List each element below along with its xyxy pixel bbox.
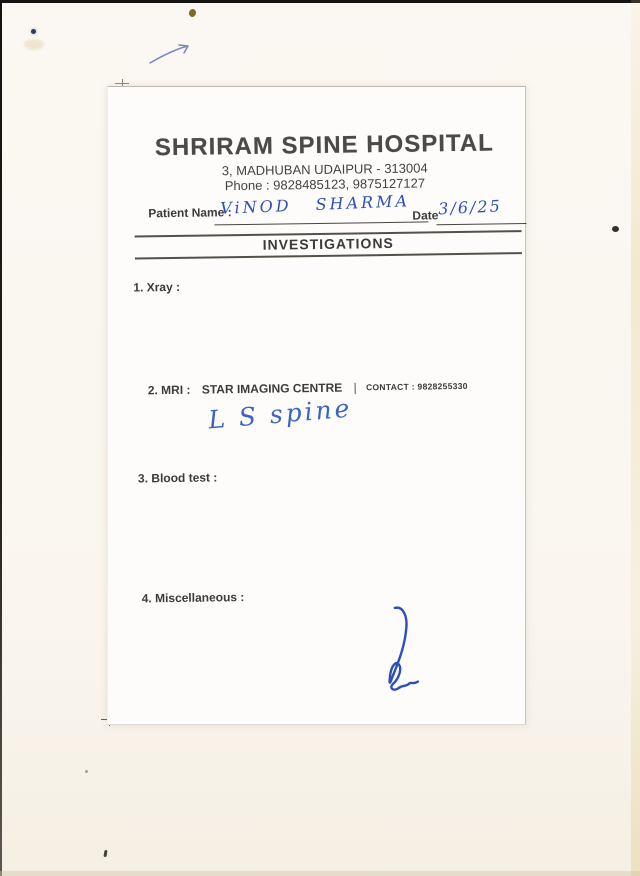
- scan-edge-left: [0, 0, 2, 876]
- hospital-phone: Phone : 9828485123, 9875127127: [224, 175, 426, 194]
- patient-name-label: Patient Name :: [148, 205, 232, 221]
- date-label: Date: [412, 208, 439, 223]
- signature: [361, 604, 426, 701]
- ink-speck-small: [85, 770, 88, 773]
- ink-speck-right: [612, 226, 619, 232]
- ink-speck-top-center: [188, 8, 197, 18]
- item-xray-label: 1. Xray :: [133, 279, 181, 295]
- date-underline: [436, 223, 526, 225]
- scan-edge-bottom-tint: [0, 871, 640, 876]
- form-content: [104, 84, 530, 727]
- item-blood-test-label: 3. Blood test :: [137, 470, 218, 486]
- paper-smudge: [24, 39, 44, 50]
- mri-contact-number: CONTACT : 9828255330: [365, 380, 468, 393]
- mri-facility-name: STAR IMAGING CENTRE: [201, 380, 343, 397]
- section-title: INVESTIGATIONS: [262, 234, 394, 253]
- ink-speck-bottom: [103, 850, 107, 857]
- pen-arrow-mark: [148, 42, 194, 66]
- ink-speck-top-left: [31, 29, 36, 34]
- scan-edge-top: [0, 0, 640, 3]
- hospital-name: SHRIRAM SPINE HOSPITAL: [154, 129, 494, 162]
- patient-name-handwritten: ViNOD SHARMA: [219, 191, 411, 218]
- paper-sheet: [107, 86, 526, 725]
- mri-separator: |: [353, 380, 357, 395]
- date-handwritten: 3/6/25: [437, 196, 503, 219]
- item-miscellaneous-label: 4. Miscellaneous :: [141, 590, 245, 606]
- patient-name-underline: [214, 221, 428, 225]
- item-mri-label: 2. MRI :: [147, 382, 191, 398]
- scan-edge-right-tint: [631, 0, 640, 876]
- mri-handwritten-note: L S spine: [207, 393, 354, 435]
- hospital-address: 3, MADHUBAN UDAIPUR - 313004: [221, 160, 428, 179]
- item-mri-row: [148, 379, 468, 397]
